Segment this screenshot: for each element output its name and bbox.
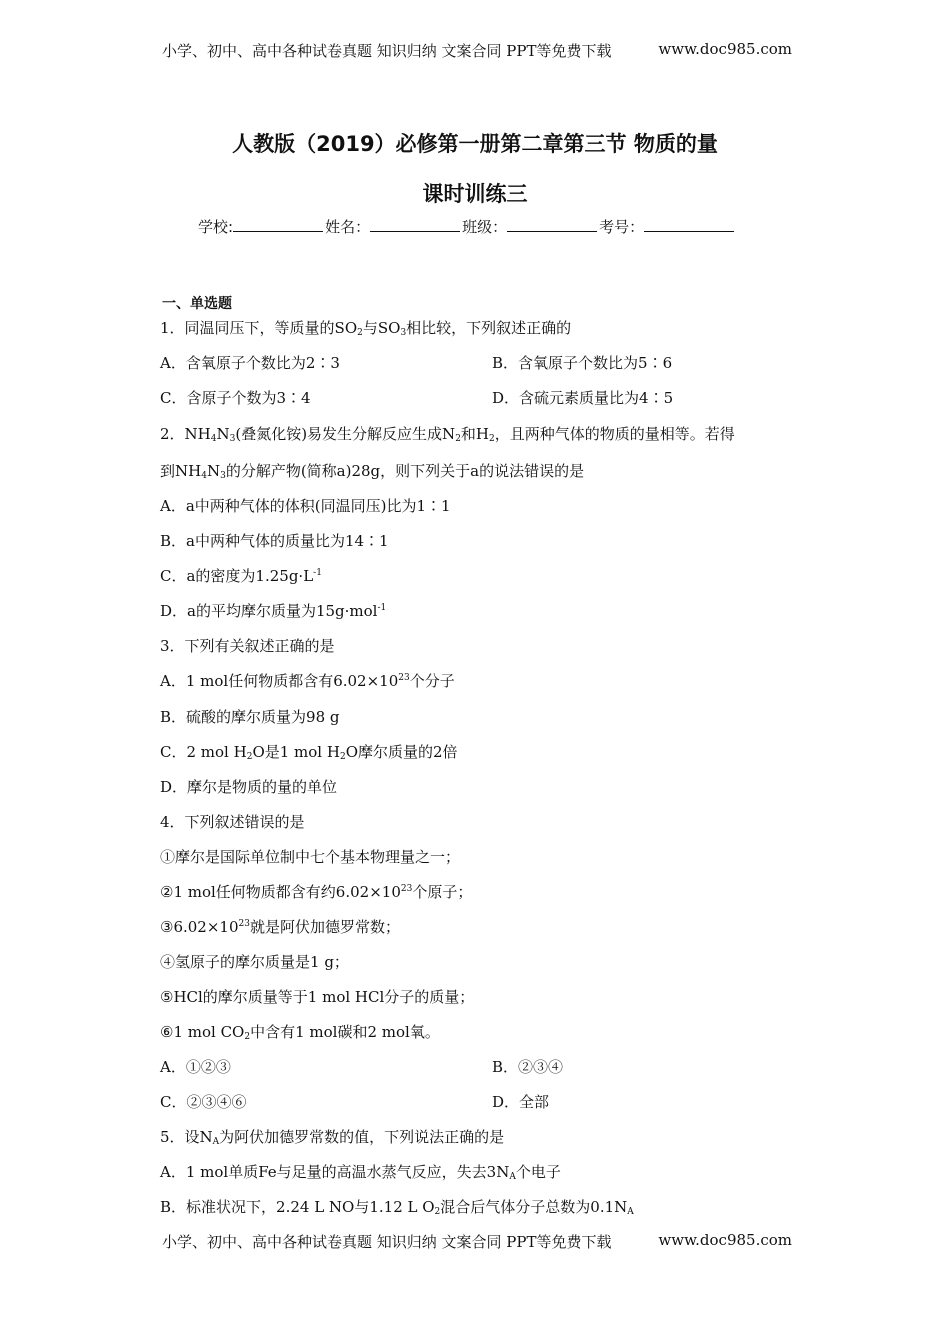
q2-option-b: B．a中两种气体的质量比为14∶1 bbox=[160, 532, 389, 550]
number-field[interactable] bbox=[644, 216, 734, 232]
q5-stem: 5．设$N_A$为阿伏加德罗常数的值，下列说法正确的是 bbox=[160, 1128, 505, 1147]
name-field[interactable] bbox=[370, 216, 460, 232]
q3-option-d: D．摩尔是物质的量的单位 bbox=[160, 778, 338, 796]
q4-option-a: A．①②③ bbox=[160, 1058, 231, 1076]
q1-stem: 1．同温同压下，等质量的$SO_2$与$SO_3$相比较，下列叙述正确的 bbox=[160, 319, 572, 338]
q4-item-3: $③6.02\times 10^{23}$就是阿伏加德罗常数； bbox=[160, 918, 400, 936]
q4-option-d: D．全部 bbox=[492, 1093, 550, 1111]
q4-option-c: C．②③④⑥ bbox=[160, 1093, 247, 1111]
q4-stem: 4．下列叙述错误的是 bbox=[160, 813, 305, 831]
q5-option-a: A．1 mol单质Fe与足量的高温水蒸气反应，失去$3N_A$个电子 bbox=[160, 1163, 561, 1182]
footer-url: www.doc985.com bbox=[658, 1231, 792, 1249]
q4-item-5: ⑤HCl的摩尔质量等于1 mol HCl分子的质量； bbox=[160, 988, 475, 1006]
school-field[interactable] bbox=[233, 216, 323, 232]
header-url: www.doc985.com bbox=[658, 40, 792, 58]
q2-stem-line2: 到$NH_4N_3$的分解产物(简称a)28g，则下列关于a的说法错误的是 bbox=[160, 462, 585, 481]
q2-option-d: D．a的平均摩尔质量为15g·mol$^{-1}$ bbox=[160, 602, 387, 620]
section-heading: 一、单选题 bbox=[162, 296, 232, 312]
q3-option-c: C．2 mol $H_2O$是1 mol $H_2O$摩尔质量的2倍 bbox=[160, 743, 458, 762]
q1-option-c: C．含原子个数为3∶4 bbox=[160, 389, 311, 407]
q4-item-1: ①摩尔是国际单位制中七个基本物理量之一； bbox=[160, 848, 461, 866]
q4-item-4: ④氢原子的摩尔质量是1 g； bbox=[160, 953, 349, 971]
q2-stem-line1: 2．$NH_4N_3$(叠氮化铵)易发生分解反应生成$N_2$和$H_2$，且两种气体的物质的量相等。若得 bbox=[160, 425, 735, 444]
q3-option-b: B．硫酸的摩尔质量为98 g bbox=[160, 708, 340, 726]
q4-item-6: ⑥1 mol $CO_2$中含有1 mol碳和2 mol氧。 bbox=[160, 1023, 440, 1042]
footer-left-text: 小学、初中、高中各种试卷真题 知识归纳 文案合同 PPT等免费下载 bbox=[162, 1233, 612, 1251]
document-title: 人教版（2019）必修第一册第二章第三节 物质的量 bbox=[232, 132, 718, 156]
student-info-row bbox=[198, 216, 736, 237]
q2-option-a: A．a中两种气体的体积(同温同压)比为1∶1 bbox=[160, 497, 451, 515]
q1-option-a: A．含氧原子个数比为2∶3 bbox=[160, 354, 340, 372]
name-label: 姓名： bbox=[325, 218, 371, 236]
q1-option-b: B．含氧原子个数比为5∶6 bbox=[492, 354, 673, 372]
q5-option-b: B．标准状况下，2.24 L NO与1.12 L $O_2$混合后气体分子总数为$0.1N_A$ bbox=[160, 1198, 634, 1217]
page-header bbox=[162, 40, 792, 61]
page-footer bbox=[162, 1231, 792, 1252]
q4-item-2: ②1 mol任何物质都含有约$6.02\times 10^{23}$个原子； bbox=[160, 883, 473, 901]
q3-option-a: A．1 mol任何物质都含有$6.02\times 10^{23}$个分子 bbox=[160, 672, 455, 690]
header-left-text: 小学、初中、高中各种试卷真题 知识归纳 文案合同 PPT等免费下载 bbox=[162, 42, 612, 60]
class-field[interactable] bbox=[507, 216, 597, 232]
q2-option-c: C．a的密度为$1.25g\cdot L^{-1}$ bbox=[160, 567, 322, 585]
class-label: 班级： bbox=[462, 218, 508, 236]
q4-option-b: B．②③④ bbox=[492, 1058, 564, 1076]
q1-option-d: D．含硫元素质量比为4∶5 bbox=[492, 389, 674, 407]
q3-stem: 3．下列有关叙述正确的是 bbox=[160, 637, 335, 655]
number-label: 考号： bbox=[599, 218, 645, 236]
document-subtitle: 课时训练三 bbox=[422, 182, 528, 206]
school-label: 学校: bbox=[198, 218, 234, 236]
